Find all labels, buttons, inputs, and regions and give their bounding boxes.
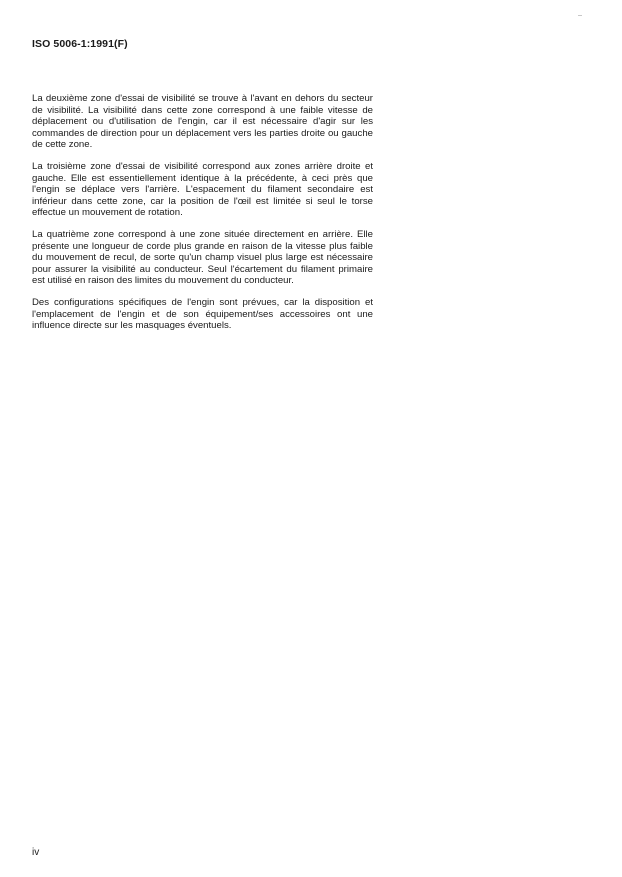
paragraph-second-zone: La deuxième zone d'essai de visibilité se trouve à l'avant en dehors du secteur de visibilité. La visibilité dans cette zone correspond à une faible vitesse de déplacement ou d'utilisation de l'engin, car il est nécessaire d'agir sur les commandes de direction pour un déplacement vers les parties droite ou gauche de cette zone. bbox=[32, 93, 373, 151]
paragraph-third-zone: La troisième zone d'essai de visibilité correspond aux zones arrière droite et gauche. Elle est essentiellement identique à la précédente, à ceci près que l'engin se déplace vers l'arrière. L'espacement du filament secondaire est inférieur dans cette zone, car la position de l'œil est limitée si seul le torse effectue un mouvement de rotation. bbox=[32, 160, 373, 219]
scan-mark bbox=[578, 15, 582, 16]
paragraph-fourth-zone: La quatrième zone correspond à une zone située directement en arrière. Elle présente une longueur de corde plus grande en raison de la vitesse plus faible du mouvement de recul, de sorte qu'un champ visuel plus large est nécessaire pour assurer la visibilité au conducteur. Seul l'écartement du filament primaire est utilisé en raison des limites du mouvement du conducteur. bbox=[32, 228, 373, 287]
page-number: iv bbox=[32, 847, 40, 858]
body-text bbox=[32, 93, 373, 342]
standard-reference-header: ISO 5006-1:1991(F) bbox=[32, 38, 128, 50]
paragraph-configurations: Des configurations spécifiques de l'engin sont prévues, car la disposition et l'emplacement de l'engin et de son équipement/ses accessoires ont une influence directe sur les masquages éventuels. bbox=[32, 296, 373, 332]
